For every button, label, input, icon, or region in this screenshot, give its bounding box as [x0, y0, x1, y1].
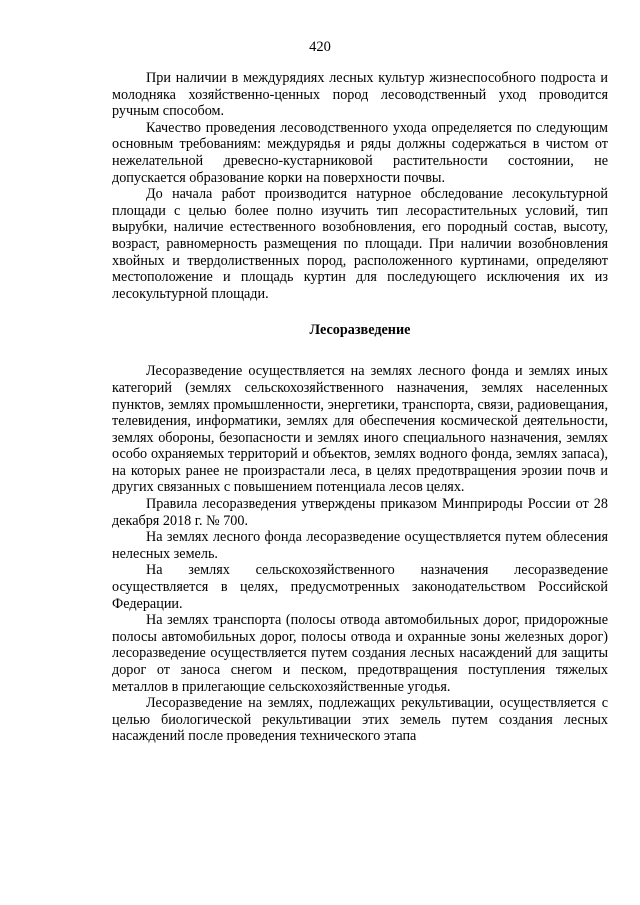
section-heading: Лесоразведение [309, 322, 411, 339]
paragraph: На землях лесного фонда лесоразведение осуществляется путем облесения нелесных земель. [112, 529, 608, 562]
paragraph: При наличии в междурядиях лесных культур жизнеспособного подроста и молодняка хозяйственно-ценных пород лесоводственный уход проводится ручным способом. [112, 70, 608, 120]
paragraph: На землях сельскохозяйственного назначения лесоразведение осуществляется в целях, предусмотренных законодательством Российской Федерации. [112, 562, 608, 612]
paragraph: Правила лесоразведения утверждены приказом Минприроды России от 28 декабря 2018 г. № 700. [112, 496, 608, 529]
paragraph: Лесоразведение осуществляется на землях лесного фонда и землях иных категорий (землях сельскохозяйственного назначения, землях населенных пунктов, землях промышленности, энергетики, транспорта, связи, радиовещания, телевидения, информатики, землях для обеспечения космической деятельности, землях обороны, безопасности и землях иного специального назначения, землях особо охраняемых территорий и объектов, землях водного фонда, землях запаса), на которых ранее не произрастали леса, в целях предотвращения эрозии почв и других связанных с повышением потенциала лесов целях. [112, 363, 608, 496]
paragraph: Лесоразведение на землях, подлежащих рекультивации, осуществляется с целью биологической рекультивации этих земель путем создания лесных насаждений после проведения технического этапа [112, 695, 608, 745]
page-number: 420 [309, 39, 331, 55]
paragraph: Качество проведения лесоводственного ухода определяется по следующим основным требованиям: междурядья и ряды должны содержаться в чистом от нежелательной древесно-кустарниковой растительности состоянии, не допускается образование корки на поверхности почвы. [112, 119, 608, 186]
paragraph: На землях транспорта (полосы отвода автомобильных дорог, придорожные полосы автомобильных дорог, полосы отвода и охранные зоны железных дорог) лесоразведение осуществляется путем создания лесных насаждений для защиты дорог от заноса снегом и песком, предотвращения поступления тяжелых металлов в прилегающие сельскохозяйственные угодья. [112, 612, 608, 695]
document-body [112, 70, 608, 745]
paragraph: До начала работ производится натурное обследование лесокультурной площади с целью более полно изучить тип лесорастительных условий, тип вырубки, наличие естественного возобновления, его породный состав, высоту, возраст, равномерность размещения по площади. При наличии возобновления хвойных и твердолиственных пород, расположенного куртинами, определяют местоположение и площадь куртин для последующего исключения их из лесокультурной площади. [112, 186, 608, 302]
